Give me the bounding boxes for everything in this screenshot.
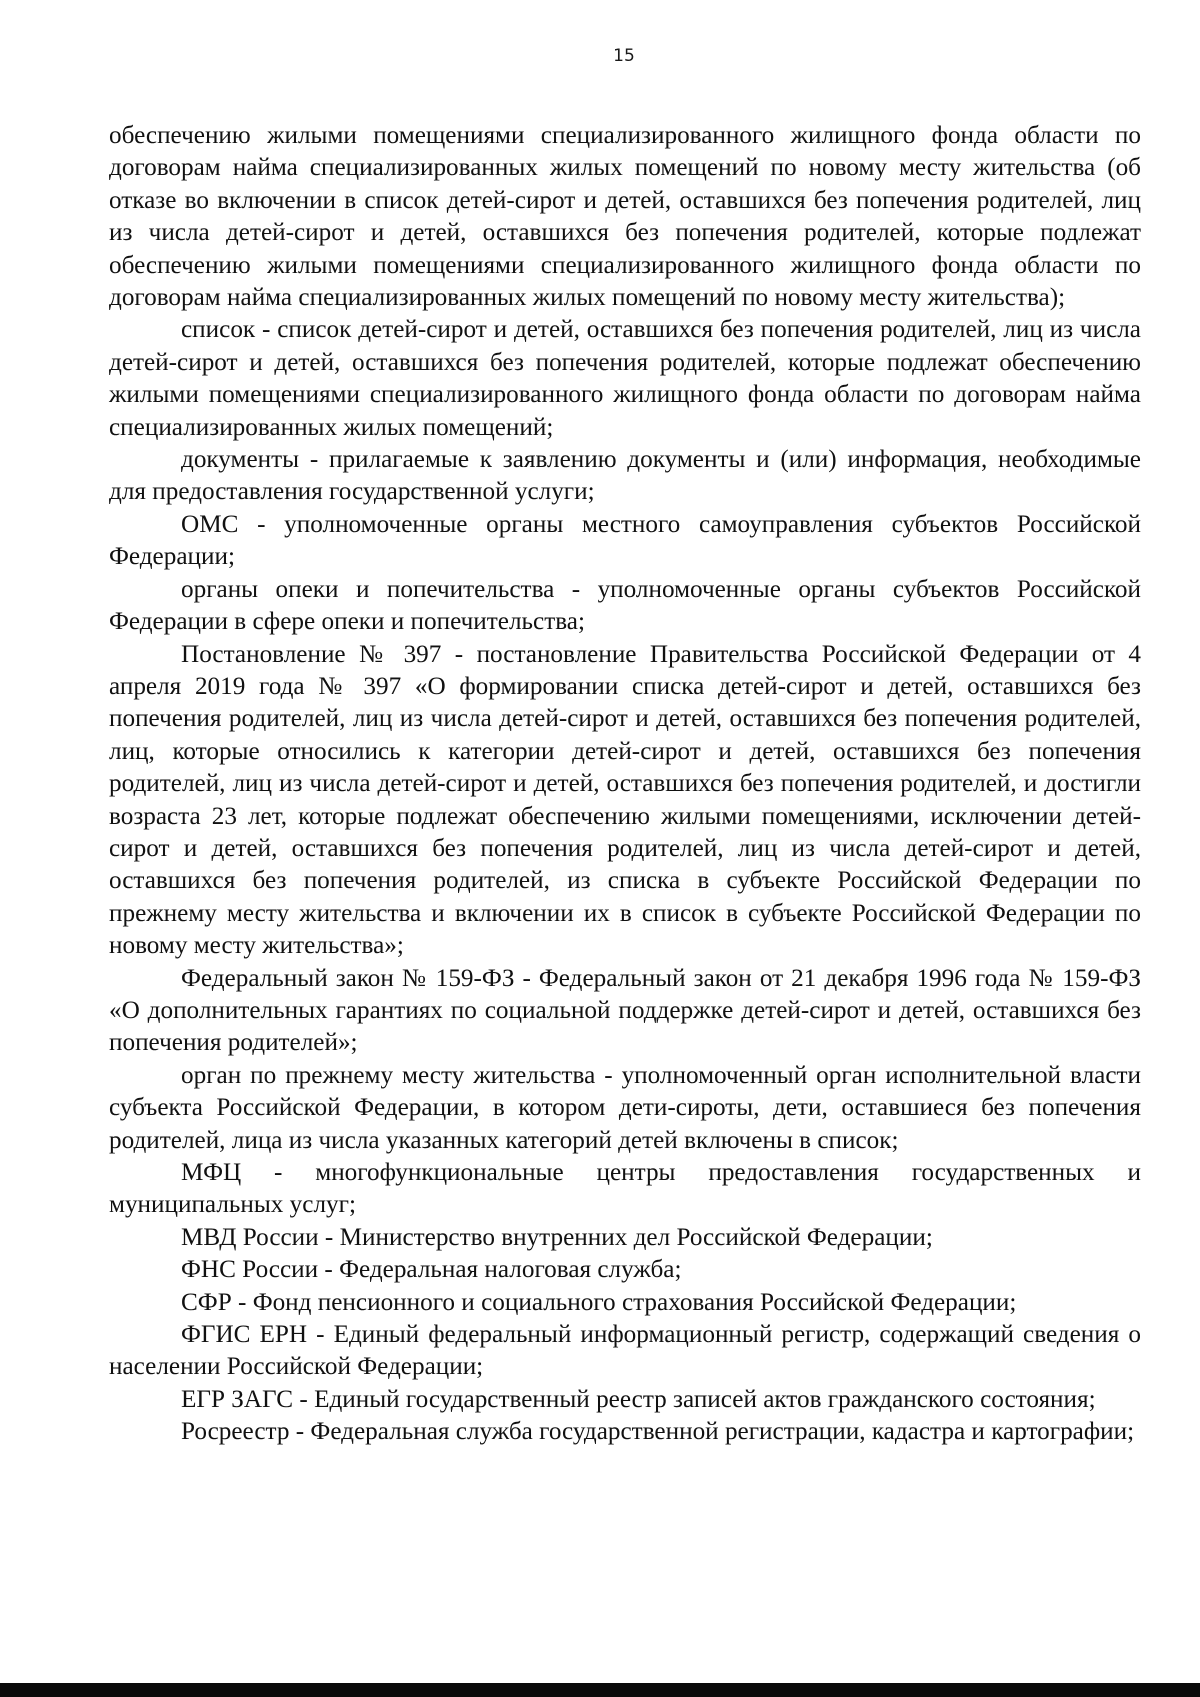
paragraph-definition-egr-zags: ЕГР ЗАГС - Единый государственный реестр записей актов гражданского состояния; (181, 1385, 1096, 1413)
paragraph-definition-fns: ФНС России - Федеральная налоговая служба; (181, 1256, 682, 1284)
paragraph-continuation: обеспечению жилыми помещениями специализированного жилищного фонда области по договорам найма специализированных жилых помещений по новому месту жительства (об отказе во включении в список детей-сирот и детей, оставшихся без попечения родителей, лиц из числа детей-сирот и детей, оставшихся без попечения родителей, которые подлежат обеспечению жилыми помещениями специализированного жилищного фонда области по договорам найма специализированных жилых помещений по новому месту жительства); (109, 122, 1141, 312)
paragraph-definition-mvd: МВД России - Министерство внутренних дел Российской Федерации; (181, 1223, 933, 1251)
page-number: 15 (613, 46, 635, 66)
paragraph-definition-spisok: список - список детей-сирот и детей, оставшихся без попечения родителей, лиц из числа детей-сирот и детей, оставшихся без попечения родителей, которые подлежат обеспечению жилыми помещениями специализированного жилищного фонда области по договорам найма специализированных жилых помещений; (109, 316, 1141, 441)
scan-bottom-edge (0, 1683, 1200, 1697)
paragraph-definition-opeka: органы опеки и попечительства - уполномоченные органы субъектов Российской Федерации в сфере опеки и попечительства; (109, 575, 1141, 636)
paragraph-definition-rosreestr: Росреестр - Федеральная служба государственной регистрации, кадастра и картографии; (181, 1418, 1135, 1446)
paragraph-definition-fgis-ern: ФГИС ЕРН - Единый федеральный информационный регистр, содержащий сведения о населении Российской Федерации; (109, 1321, 1141, 1381)
paragraph-definition-postanovlenie-397: Постановление № 397 - постановление Правительства Российской Федерации от 4 апреля 2019 года № 397 «О формировании списка детей-сирот и детей, оставшихся без попечения родителей, лиц из числа детей-сирот и детей, оставшихся без попечения родителей, лиц, которые относились к категории детей-сирот и детей, оставшихся без попечения родителей, лиц из числа детей-сирот и детей, оставшихся без попечения родителей, и достигли возраста 23 лет, которые подлежат обеспечению жилыми помещениями, исключении детей-сирот и детей, оставшихся без попечения родителей, лиц из числа детей-сирот и детей, оставшихся без попечения родителей, из списка в субъекте Российской Федерации по прежнему месту жительства и включении их в список в субъекте Российской Федерации по новому месту жительства»; (109, 640, 1141, 960)
paragraph-definition-organ-prezhnee-mesto: орган по прежнему месту жительства - уполномоченный орган исполнительной власти субъекта Российской Федерации, в котором дети-сироты, дети, оставшиеся без попечения родителей, лица из числа указанных категорий детей включены в список; (109, 1061, 1141, 1154)
document-body (109, 120, 1141, 1449)
paragraph-definition-oms: ОМС - уполномоченные органы местного самоуправления субъектов Российской Федерации; (109, 510, 1141, 571)
paragraph-definition-mfc: МФЦ - многофункциональные центры предоставления государственных и муниципальных услуг; (109, 1159, 1141, 1219)
paragraph-definition-sfr: СФР - Фонд пенсионного и социального страхования Российской Федерации; (181, 1288, 1017, 1316)
paragraph-definition-dokumenty: документы - прилагаемые к заявлению документы и (или) информация, необходимые для предоставления государственной услуги; (109, 446, 1141, 506)
paragraph-definition-fz-159: Федеральный закон № 159-ФЗ - Федеральный закон от 21 декабря 1996 года № 159-ФЗ «О дополнительных гарантиях по социальной поддержке детей-сирот и детей, оставшихся без попечения родителей»; (109, 964, 1141, 1057)
